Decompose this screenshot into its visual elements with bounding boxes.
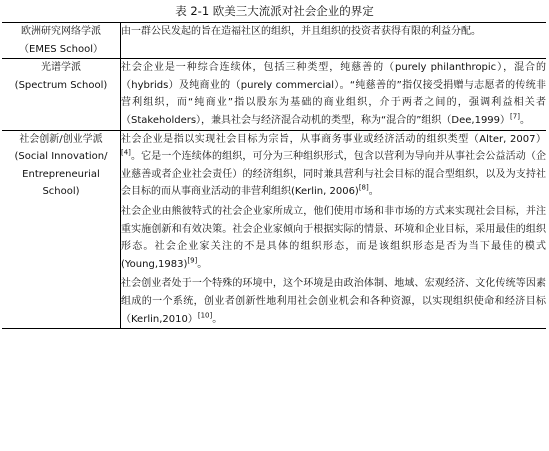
definition-tail: 。	[519, 114, 530, 126]
citation-ref: [8]	[358, 184, 369, 193]
table-caption: 表 2-1 欧美三大流派对社会企业的界定	[175, 4, 374, 18]
definition-paragraph	[121, 203, 546, 273]
definition-table	[2, 22, 546, 329]
citation-ref: [4]	[121, 148, 131, 157]
table-row	[2, 130, 546, 329]
table-row	[2, 59, 546, 130]
school-name-en: School)	[42, 186, 80, 198]
definition-cell	[121, 23, 547, 59]
definition-tail: 。	[212, 313, 223, 325]
definition-paragraph	[121, 59, 546, 129]
definition-text: 社会企业是一种综合连续体，包括三种类型，纯慈善的（purely philanthropic），混合的（hybrids）及纯商业的（purely commercial）。“纯慈善的”指仅接受捐赠与志愿者的传统非营利组织，而“纯商业”指以股东为基础的商业组织，介于两者之间的，强调利益相关者（Stakeholders），兼具社会与经济混合动机的类型，称为“混合的”组织（Dee,1999）	[121, 62, 546, 126]
definition-text: 社会创业者处于一个特殊的环境中，这个环境是由政治体制、地域、宏观经济、文化传统等因素组成的一个系统，创业者创新性地利用社会创业机会和各种资源，以实现组织使命和经济目标（Kerlin,2010）	[121, 278, 546, 325]
school-name-en: （EMES School）	[19, 43, 103, 55]
definition-cell	[121, 59, 547, 130]
definition-tail: 。	[197, 258, 208, 270]
school-name: 光谱学派	[41, 62, 81, 74]
school-cell	[2, 59, 121, 130]
definition-text: 由一群公民发起的旨在造福社区的组织，并且组织的投资者获得有限的利益分配。	[121, 26, 481, 37]
definition-tail: 。	[368, 186, 379, 198]
citation-ref: [10]	[197, 311, 213, 320]
citation-ref: [7]	[510, 112, 520, 121]
school-name-en: (Social Innovation/	[14, 151, 108, 163]
table-row	[2, 23, 546, 59]
school-cell	[2, 130, 121, 329]
definition-paragraph	[121, 275, 546, 328]
citation-ref: [9]	[187, 256, 198, 265]
school-cell	[2, 23, 121, 59]
school-name: 欧洲研究网络学派	[21, 26, 101, 37]
school-name: 社会创新/创业学派	[19, 133, 103, 145]
definition-text: 社会企业是指以实现社会目标为宗旨，从事商务事业或经济活动的组织类型（Alter, 2007）	[121, 133, 546, 145]
school-name-en: (Spectrum School)	[14, 79, 108, 91]
definition-text: 。它是一个连续体的组织，可分为三种组织形式，包含以营利为导向并从事社会公益活动（企业慈善或者企业社会责任）的经济组织，同时兼具营利与社会目标的混合型组织，以及为支持社会目标的而从事商业活动的非营利组织(Kerlin, 2006)	[121, 151, 546, 198]
definition-cell	[121, 130, 547, 329]
definition-paragraph	[121, 131, 546, 201]
definition-text: 社会企业由熊彼特式的社会企业家所成立，他们使用市场和非市场的方式来实现社会目标，并注重实施创新和有效决策。社会企业家倾向于根据实际的情景、环境和企业目标，采用最佳的组织形态。社会企业家关注的不是具体的组织形态，而是该组织形态是否为当下最佳的模式(Young,1983)	[121, 205, 546, 270]
definition-paragraph	[121, 23, 546, 41]
school-name-en: Entrepreneurial	[22, 168, 100, 180]
